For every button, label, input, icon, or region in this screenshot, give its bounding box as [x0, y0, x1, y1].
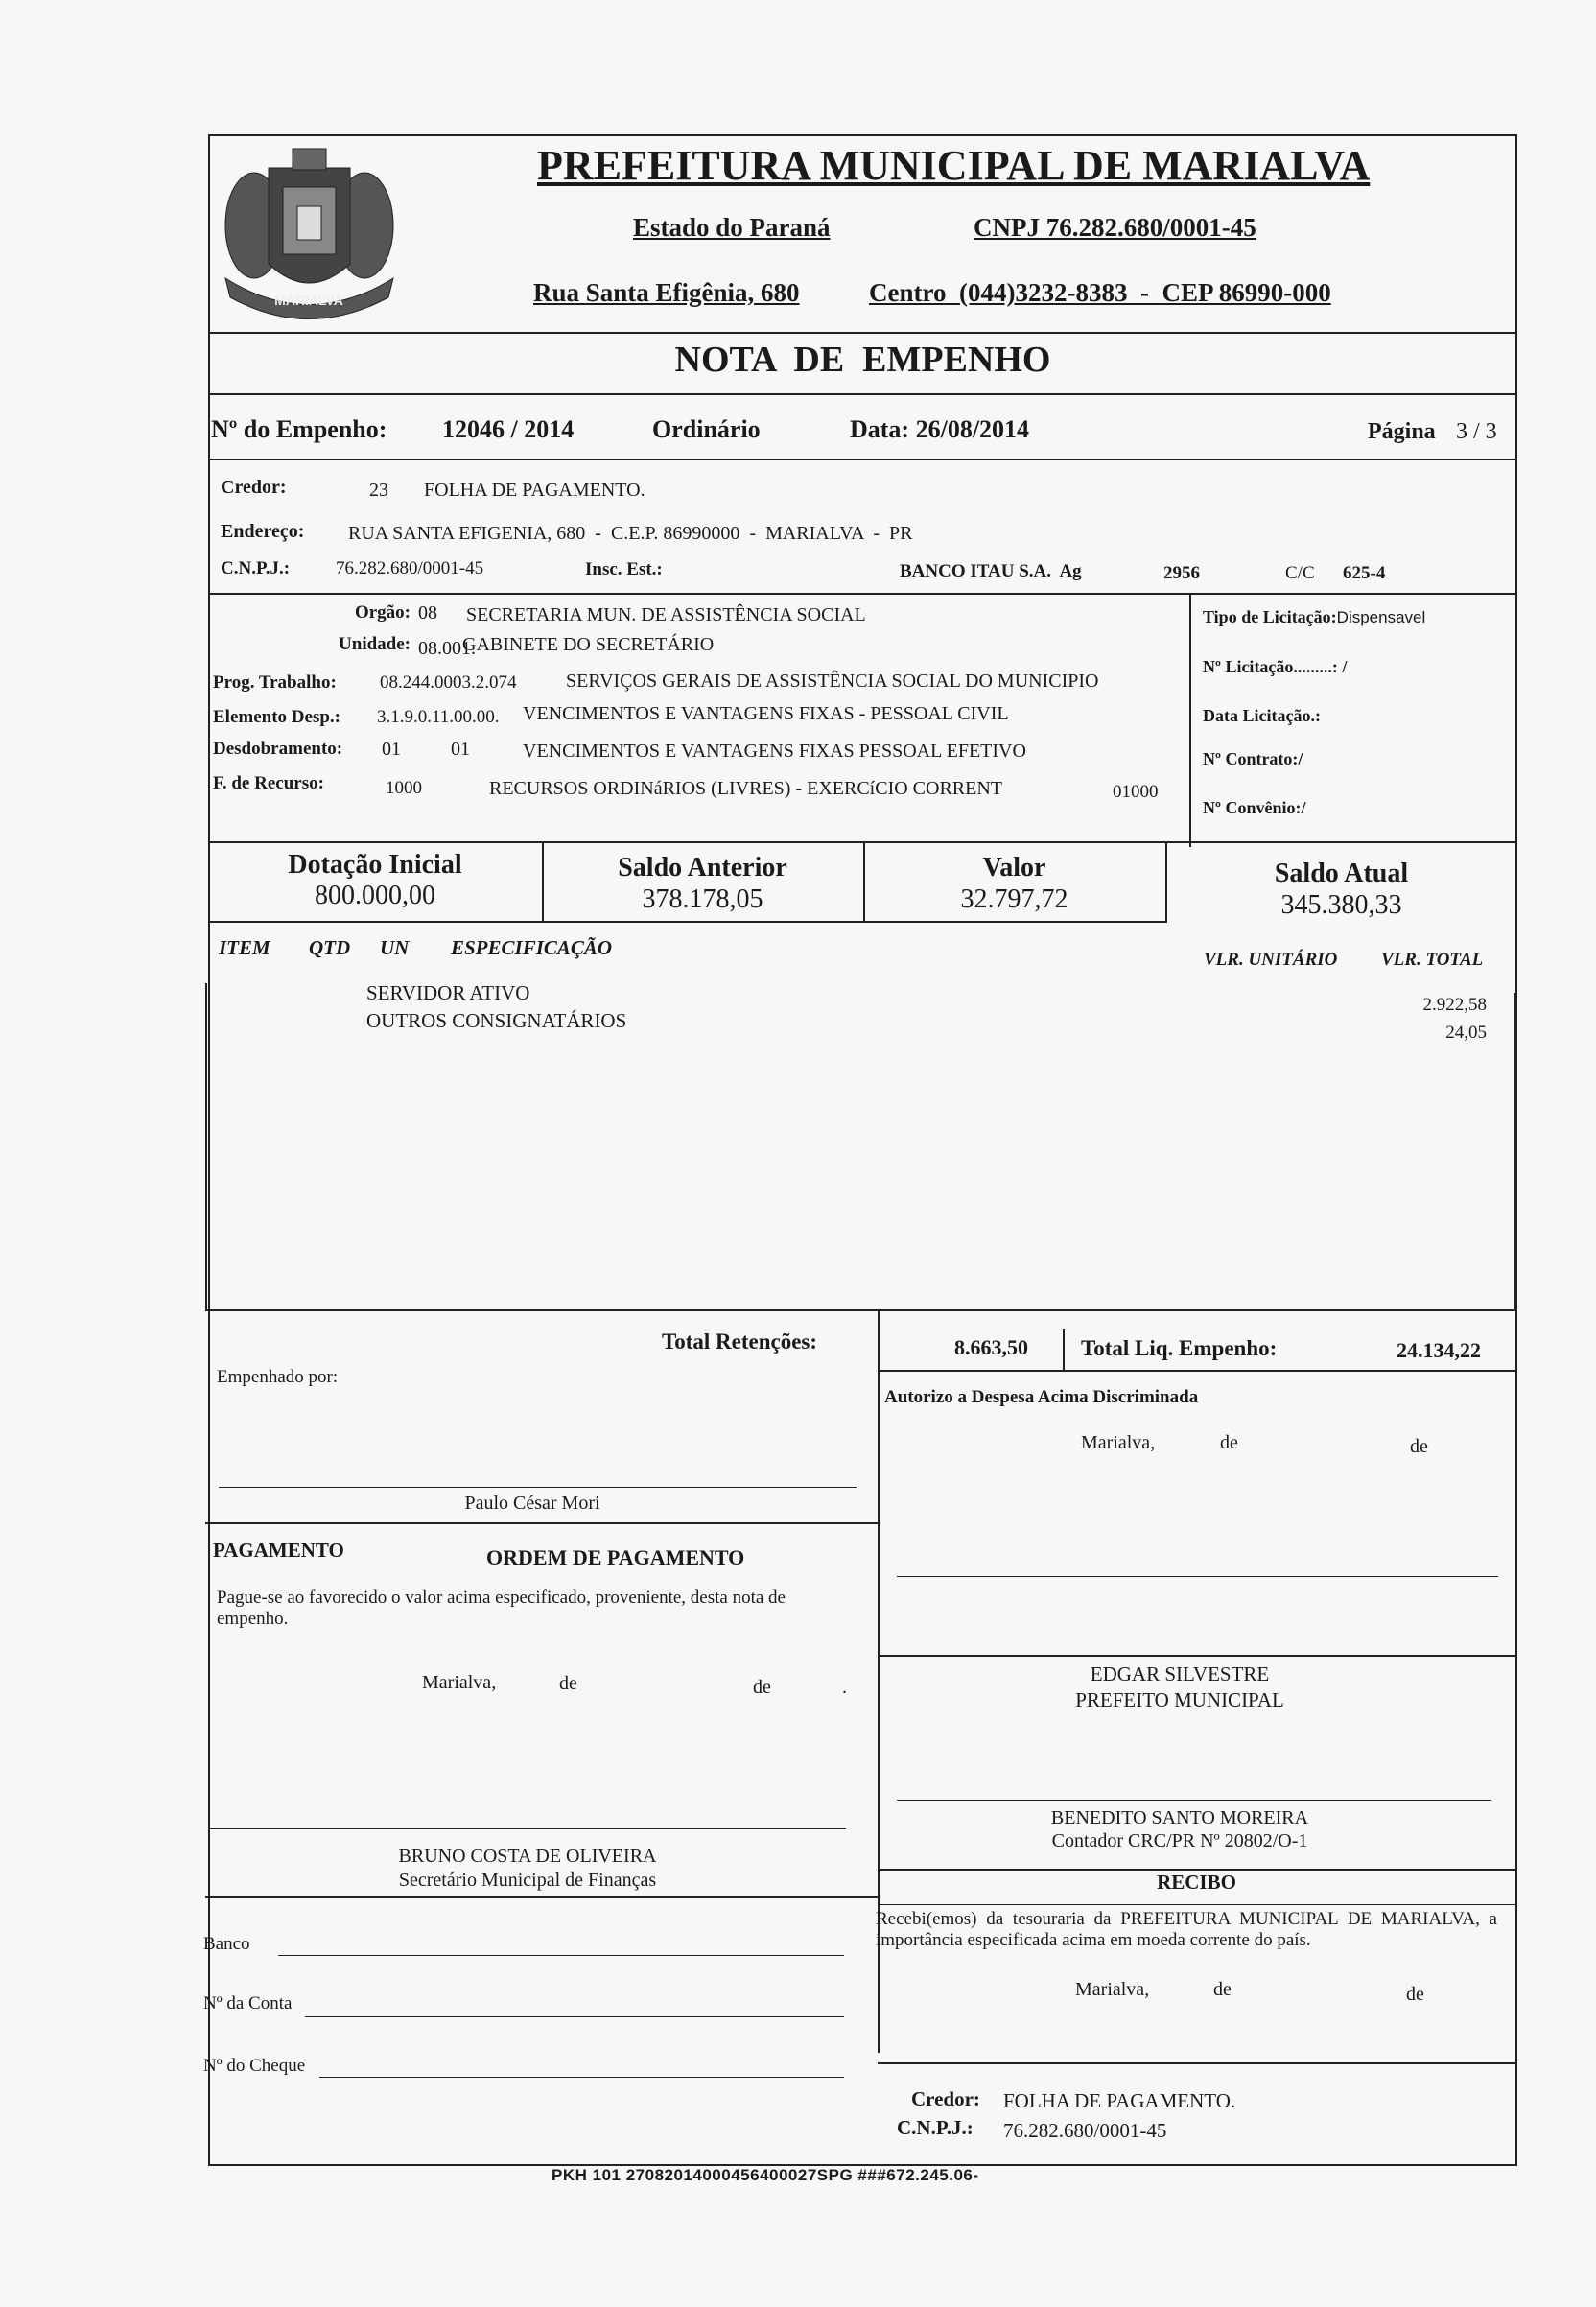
banco-line	[278, 1955, 844, 1956]
cheque-label: Nº do Cheque	[203, 2056, 306, 2076]
totals-bottom	[208, 921, 1167, 923]
secretario-sign-line	[208, 1828, 846, 1829]
prefeito-role: PREFEITO MUNICIPAL	[1075, 1688, 1284, 1711]
header-divider	[208, 332, 1517, 334]
elemento-label: Elemento Desp.:	[213, 707, 340, 727]
valor-label: Valor	[982, 853, 1046, 883]
page-label: Página	[1368, 419, 1436, 444]
desdob-a: 01	[382, 739, 401, 760]
saldo-atual-label: Saldo Atual	[1274, 859, 1409, 888]
summary-top	[205, 1309, 1515, 1311]
banco-label: Banco	[203, 1934, 250, 1954]
header-state: Estado do Paraná	[633, 213, 831, 242]
seal-text: MARIALVA	[274, 293, 343, 308]
conta-line	[305, 2016, 844, 2017]
retencoes-label: Total Retenções:	[662, 1330, 818, 1354]
orgao-label: Orgão:	[354, 602, 411, 623]
pagamento-text: Pague-se ao favorecido o valor acima especificado, proveniente, desta nota de empenho.	[217, 1588, 786, 1629]
licitacao-tipo-label: Tipo de Licitação:	[1203, 607, 1337, 626]
autorizo-place: Marialva,	[1081, 1432, 1156, 1453]
credor-code: 23	[369, 480, 388, 501]
items-left-border	[205, 983, 207, 1309]
unidade-code: 08.001.	[418, 638, 476, 659]
prefeito-name: EDGAR SILVESTRE	[1090, 1662, 1270, 1685]
liq-value: 24.134,22	[1396, 1338, 1481, 1362]
licitacao-numero: Nº Licitação.........: /	[1203, 657, 1348, 676]
pagamento-top	[205, 1522, 878, 1524]
empenhado-label: Empenhado por:	[217, 1367, 339, 1387]
items-header-total: VLR. TOTAL	[1381, 950, 1484, 970]
pagamento-place: Marialva,	[422, 1672, 497, 1693]
prefeito-box-top	[878, 1655, 1515, 1657]
recibo-title-line	[878, 1904, 1515, 1905]
recibo-de2: de	[1406, 1984, 1424, 2005]
contador-sign-line	[897, 1800, 1491, 1801]
autorizo-de2: de	[1410, 1436, 1428, 1457]
bank-name: BANCO ITAU S.A. Ag	[900, 561, 1082, 581]
orgao-name: SECRETARIA MUN. DE ASSISTÊNCIA SOCIAL	[466, 604, 866, 625]
doc-title: NOTA DE EMPENHO	[674, 340, 1051, 380]
footer-code: PKH 101 27082014000456400027SPG ###672.245.06-	[552, 2166, 979, 2184]
saldo-anterior-value: 378.178,05	[642, 884, 763, 914]
dotacao-value: 800.000,00	[315, 881, 435, 910]
empenho-number: 12046 / 2014	[442, 415, 575, 443]
prog-label: Prog. Trabalho:	[213, 672, 337, 693]
conta-label: Nº da Conta	[203, 1993, 293, 2013]
header-contact: Centro (044)3232-8383 - CEP 86990-000	[869, 278, 1331, 307]
licitacao-contrato: Nº Contrato:/	[1203, 749, 1303, 768]
credor-cnpj: 76.282.680/0001-45	[336, 558, 484, 578]
cc-label: C/C	[1285, 563, 1315, 583]
contador-role: Contador CRC/PR Nº 20802/O-1	[1051, 1830, 1308, 1851]
autorizo-title: Autorizo a Despesa Acima Discriminada	[884, 1387, 1199, 1407]
pagamento-de1: de	[559, 1673, 577, 1694]
recibo-cnpj-value: 76.282.680/0001-45	[1003, 2119, 1167, 2142]
empenho-divider	[208, 459, 1517, 460]
recibo-cnpj-label: C.N.P.J.:	[897, 2116, 974, 2139]
prog-name: SERVIÇOS GERAIS DE ASSISTÊNCIA SOCIAL DO MUNICIPIO	[566, 671, 1099, 692]
unidade-label: Unidade:	[339, 634, 411, 654]
saldo-atual-value: 345.380,33	[1280, 890, 1402, 920]
desdob-name: VENCIMENTOS E VANTAGENS FIXAS PESSOAL EFETIVO	[523, 741, 1026, 762]
items-header-un: UN	[380, 936, 410, 959]
pagamento-dot: .	[842, 1677, 847, 1698]
licitacao-separator	[1189, 593, 1191, 847]
items-header-qtd: QTD	[309, 936, 351, 959]
item-spec-2: OUTROS CONSIGNATÁRIOS	[366, 1009, 627, 1032]
valor-value: 32.797,72	[960, 884, 1068, 914]
saldo-anterior-label: Saldo Anterior	[618, 853, 787, 883]
summary-bottom	[878, 1370, 1515, 1372]
licitacao-convenio: Nº Convênio:/	[1203, 798, 1306, 817]
ordem-label: ORDEM DE PAGAMENTO	[486, 1545, 745, 1569]
empenhado-name: Paulo César Mori	[464, 1493, 600, 1514]
empenho-type: Ordinário	[652, 415, 761, 443]
recurso-name: RECURSOS ORDINáRIOS (LIVRES) - EXERCíCIO CORRENT	[489, 778, 1003, 799]
items-header-unit: VLR. UNITÁRIO	[1204, 950, 1338, 970]
item-spec-1: SERVIDOR ATIVO	[366, 981, 530, 1004]
address-label: Endereço:	[221, 521, 305, 542]
credor-name: FOLHA DE PAGAMENTO.	[424, 480, 645, 501]
recibo-credor-value: FOLHA DE PAGAMENTO.	[1003, 2089, 1236, 2112]
cnpj-label: C.N.P.J.:	[221, 558, 291, 578]
empenhado-sign-line	[219, 1487, 857, 1488]
secretario-name: BRUNO COSTA DE OLIVEIRA	[398, 1846, 657, 1867]
items-right-border	[1514, 993, 1515, 1309]
bank-agency: 2956	[1163, 563, 1200, 583]
header-address: Rua Santa Efigênia, 680	[533, 278, 800, 307]
pagamento-de2: de	[753, 1677, 771, 1698]
header-cnpj: CNPJ 76.282.680/0001-45	[974, 213, 1256, 242]
recurso-extra: 01000	[1113, 782, 1159, 802]
licitacao-tipo-value: Dispensavel	[1336, 608, 1426, 626]
items-header-item: ITEM	[219, 936, 270, 959]
licitacao-tipo	[1203, 607, 1425, 627]
item-total-2: 24,05	[1445, 1023, 1487, 1043]
autorizo-de1: de	[1220, 1432, 1238, 1453]
recibo-title: RECIBO	[1157, 1871, 1236, 1894]
banco-top	[205, 1896, 878, 1898]
elemento-name: VENCIMENTOS E VANTAGENS FIXAS - PESSOAL CIVIL	[523, 703, 1009, 724]
credor-divider	[208, 593, 1517, 595]
liq-label: Total Liq. Empenho:	[1081, 1336, 1278, 1360]
cc-value: 625-4	[1343, 563, 1386, 583]
municipal-seal-icon	[211, 134, 408, 331]
licitacao-data: Data Licitação.:	[1203, 706, 1321, 725]
retencoes-value: 8.663,50	[954, 1335, 1028, 1359]
recibo-text: Recebi(emos) da tesouraria da PREFEITURA MUNICIPAL DE MARIALVA, a importância especificada acima em moeda corrente do país.	[876, 1909, 1497, 1950]
page-value: 3 / 3	[1456, 419, 1497, 444]
cheque-line	[319, 2077, 844, 2078]
items-header-spec: ESPECIFICAÇÃO	[451, 936, 613, 959]
empenho-date: Data: 26/08/2014	[850, 415, 1030, 443]
prog-code: 08.244.0003.2.074	[380, 672, 517, 693]
autorizo-sign-line	[897, 1576, 1498, 1577]
recibo-sign-line	[878, 2062, 1515, 2064]
recurso-label: F. de Recurso:	[213, 773, 324, 793]
recibo-place: Marialva,	[1075, 1979, 1150, 2000]
secretario-role: Secretário Municipal de Finanças	[398, 1870, 657, 1891]
pagamento-label: PAGAMENTO	[213, 1539, 344, 1562]
recibo-credor-label: Credor:	[911, 2087, 980, 2110]
desdob-label: Desdobramento:	[213, 739, 343, 759]
credor-label: Credor:	[221, 477, 287, 498]
recibo-de1: de	[1213, 1979, 1232, 2000]
page-title: PREFEITURA MUNICIPAL DE MARIALVA	[537, 142, 1371, 189]
summary-sep2	[1063, 1329, 1065, 1370]
unidade-name: GABINETE DO SECRETÁRIO	[462, 634, 715, 655]
dotacao-label: Dotação Inicial	[288, 850, 462, 880]
recurso-code: 1000	[386, 778, 422, 798]
credor-address: RUA SANTA EFIGENIA, 680 - C.E.P. 86990000 - MARIALVA - PR	[348, 523, 913, 544]
item-total-1: 2.922,58	[1422, 995, 1487, 1015]
orgao-code: 08	[418, 602, 437, 624]
elemento-code: 3.1.9.0.11.00.00.	[377, 707, 500, 727]
desdob-b: 01	[451, 739, 470, 760]
empenho-label: Nº do Empenho:	[211, 415, 387, 443]
contador-name: BENEDITO SANTO MOREIRA	[1050, 1807, 1309, 1828]
insc-label: Insc. Est.:	[585, 559, 663, 579]
